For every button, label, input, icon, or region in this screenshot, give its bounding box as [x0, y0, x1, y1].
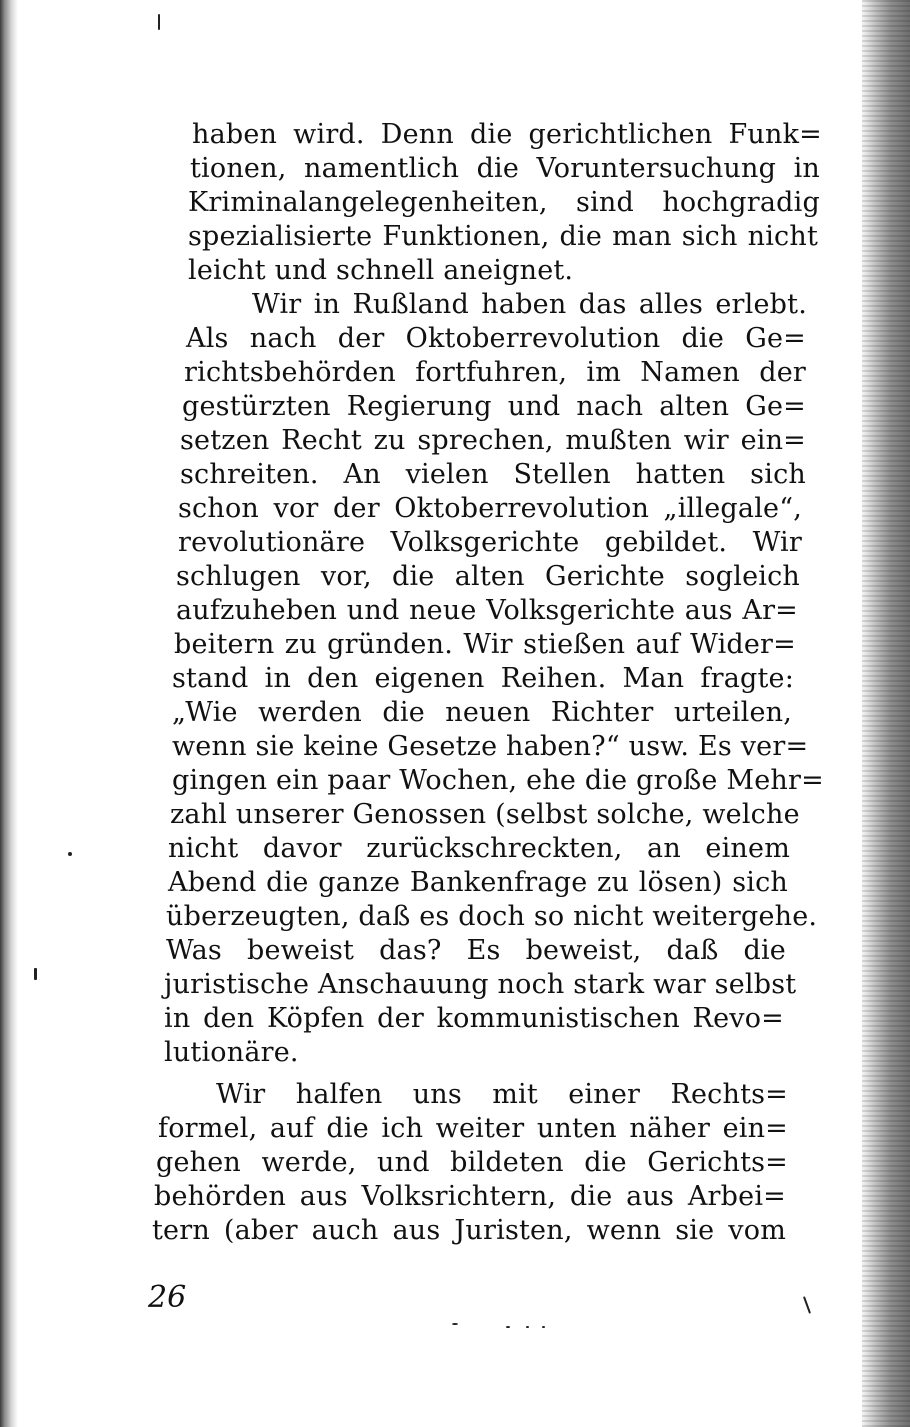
text-line: zahl unserer Genossen (selbst solche, welche — [170, 799, 800, 830]
scan-edge-left — [0, 0, 18, 1427]
text-line: aufzuheben und neue Volksgerichte aus Ar= — [176, 595, 798, 626]
text-line: setzen Recht zu sprechen, mußten wir ein= — [180, 425, 806, 456]
text-line: leicht und schnell aneignet. — [188, 255, 574, 286]
scan-speck — [506, 1326, 510, 1328]
text-line: Was beweist das? Es beweist, daß die — [166, 935, 786, 966]
text-line: formel, auf die ich weiter unten näher ein= — [158, 1113, 788, 1144]
text-line: überzeugten, daß es doch so nicht weitergehe. — [166, 901, 818, 932]
text-line: in den Köpfen der kommunistischen Revo= — [164, 1003, 784, 1034]
paragraph-first-line: Wir halfen uns mit einer Rechts= — [216, 1079, 788, 1110]
scan-edge-right — [862, 0, 910, 1427]
text-line: schon vor der Oktoberrevolution „illegale“, — [178, 493, 802, 524]
text-line: spezialisierte Funktionen, die man sich nicht — [188, 221, 818, 252]
text-line: haben wird. Denn die gerichtlichen Funk= — [192, 119, 822, 150]
text-line: juristische Anschauung noch stark war selbst — [164, 969, 797, 1000]
text-line: „Wie werden die neuen Richter urteilen, — [172, 697, 792, 728]
text-line: revolutionäre Volksgerichte gebildet. Wir — [178, 527, 802, 558]
text-line: gehen werde, und bildeten die Gerichts= — [156, 1147, 788, 1178]
scan-speck — [452, 1323, 458, 1325]
scan-speck — [158, 14, 160, 30]
text-line: tionen, namentlich die Voruntersuchung in — [190, 153, 820, 184]
text-line: Abend die ganze Bankenfrage zu lösen) sich — [168, 867, 788, 898]
text-line: gestürzten Regierung und nach alten Ge= — [182, 391, 806, 422]
text-line: beitern zu gründen. Wir stießen auf Wider= — [174, 629, 796, 660]
page-number: 26 — [148, 1280, 187, 1315]
text-line: Als nach der Oktoberrevolution die Ge= — [186, 323, 806, 354]
paragraph-first-line: Wir in Rußland haben das alles erlebt. — [252, 289, 807, 320]
scan-speck — [542, 1326, 545, 1328]
text-line: behörden aus Volksrichtern, die aus Arbei= — [154, 1181, 786, 1212]
scan-speck — [34, 968, 37, 980]
text-line: nicht davor zurückschreckten, an einem — [168, 833, 790, 864]
text-line: gingen ein paar Wochen, ehe die große Mehr= — [172, 765, 824, 796]
scan-speck — [803, 1296, 811, 1314]
scan-speck — [526, 1326, 529, 1328]
text-line: schreiten. An vielen Stellen hatten sich — [180, 459, 806, 490]
text-line: tern (aber auch aus Juristen, wenn sie vom — [152, 1215, 786, 1246]
text-line: schlugen vor, die alten Gerichte sogleich — [176, 561, 800, 592]
text-line: stand in den eigenen Reihen. Man fragte: — [172, 663, 794, 694]
scan-speck — [68, 852, 72, 856]
text-line: lutionäre. — [164, 1037, 299, 1068]
text-line: wenn sie keine Gesetze haben?“ usw. Es ver= — [172, 731, 809, 762]
text-line: richtsbehörden fortfuhren, im Namen der — [184, 357, 806, 388]
page-text-block — [152, 118, 824, 1248]
text-line: Kriminalangelegenheiten, sind hochgradig — [188, 187, 820, 218]
